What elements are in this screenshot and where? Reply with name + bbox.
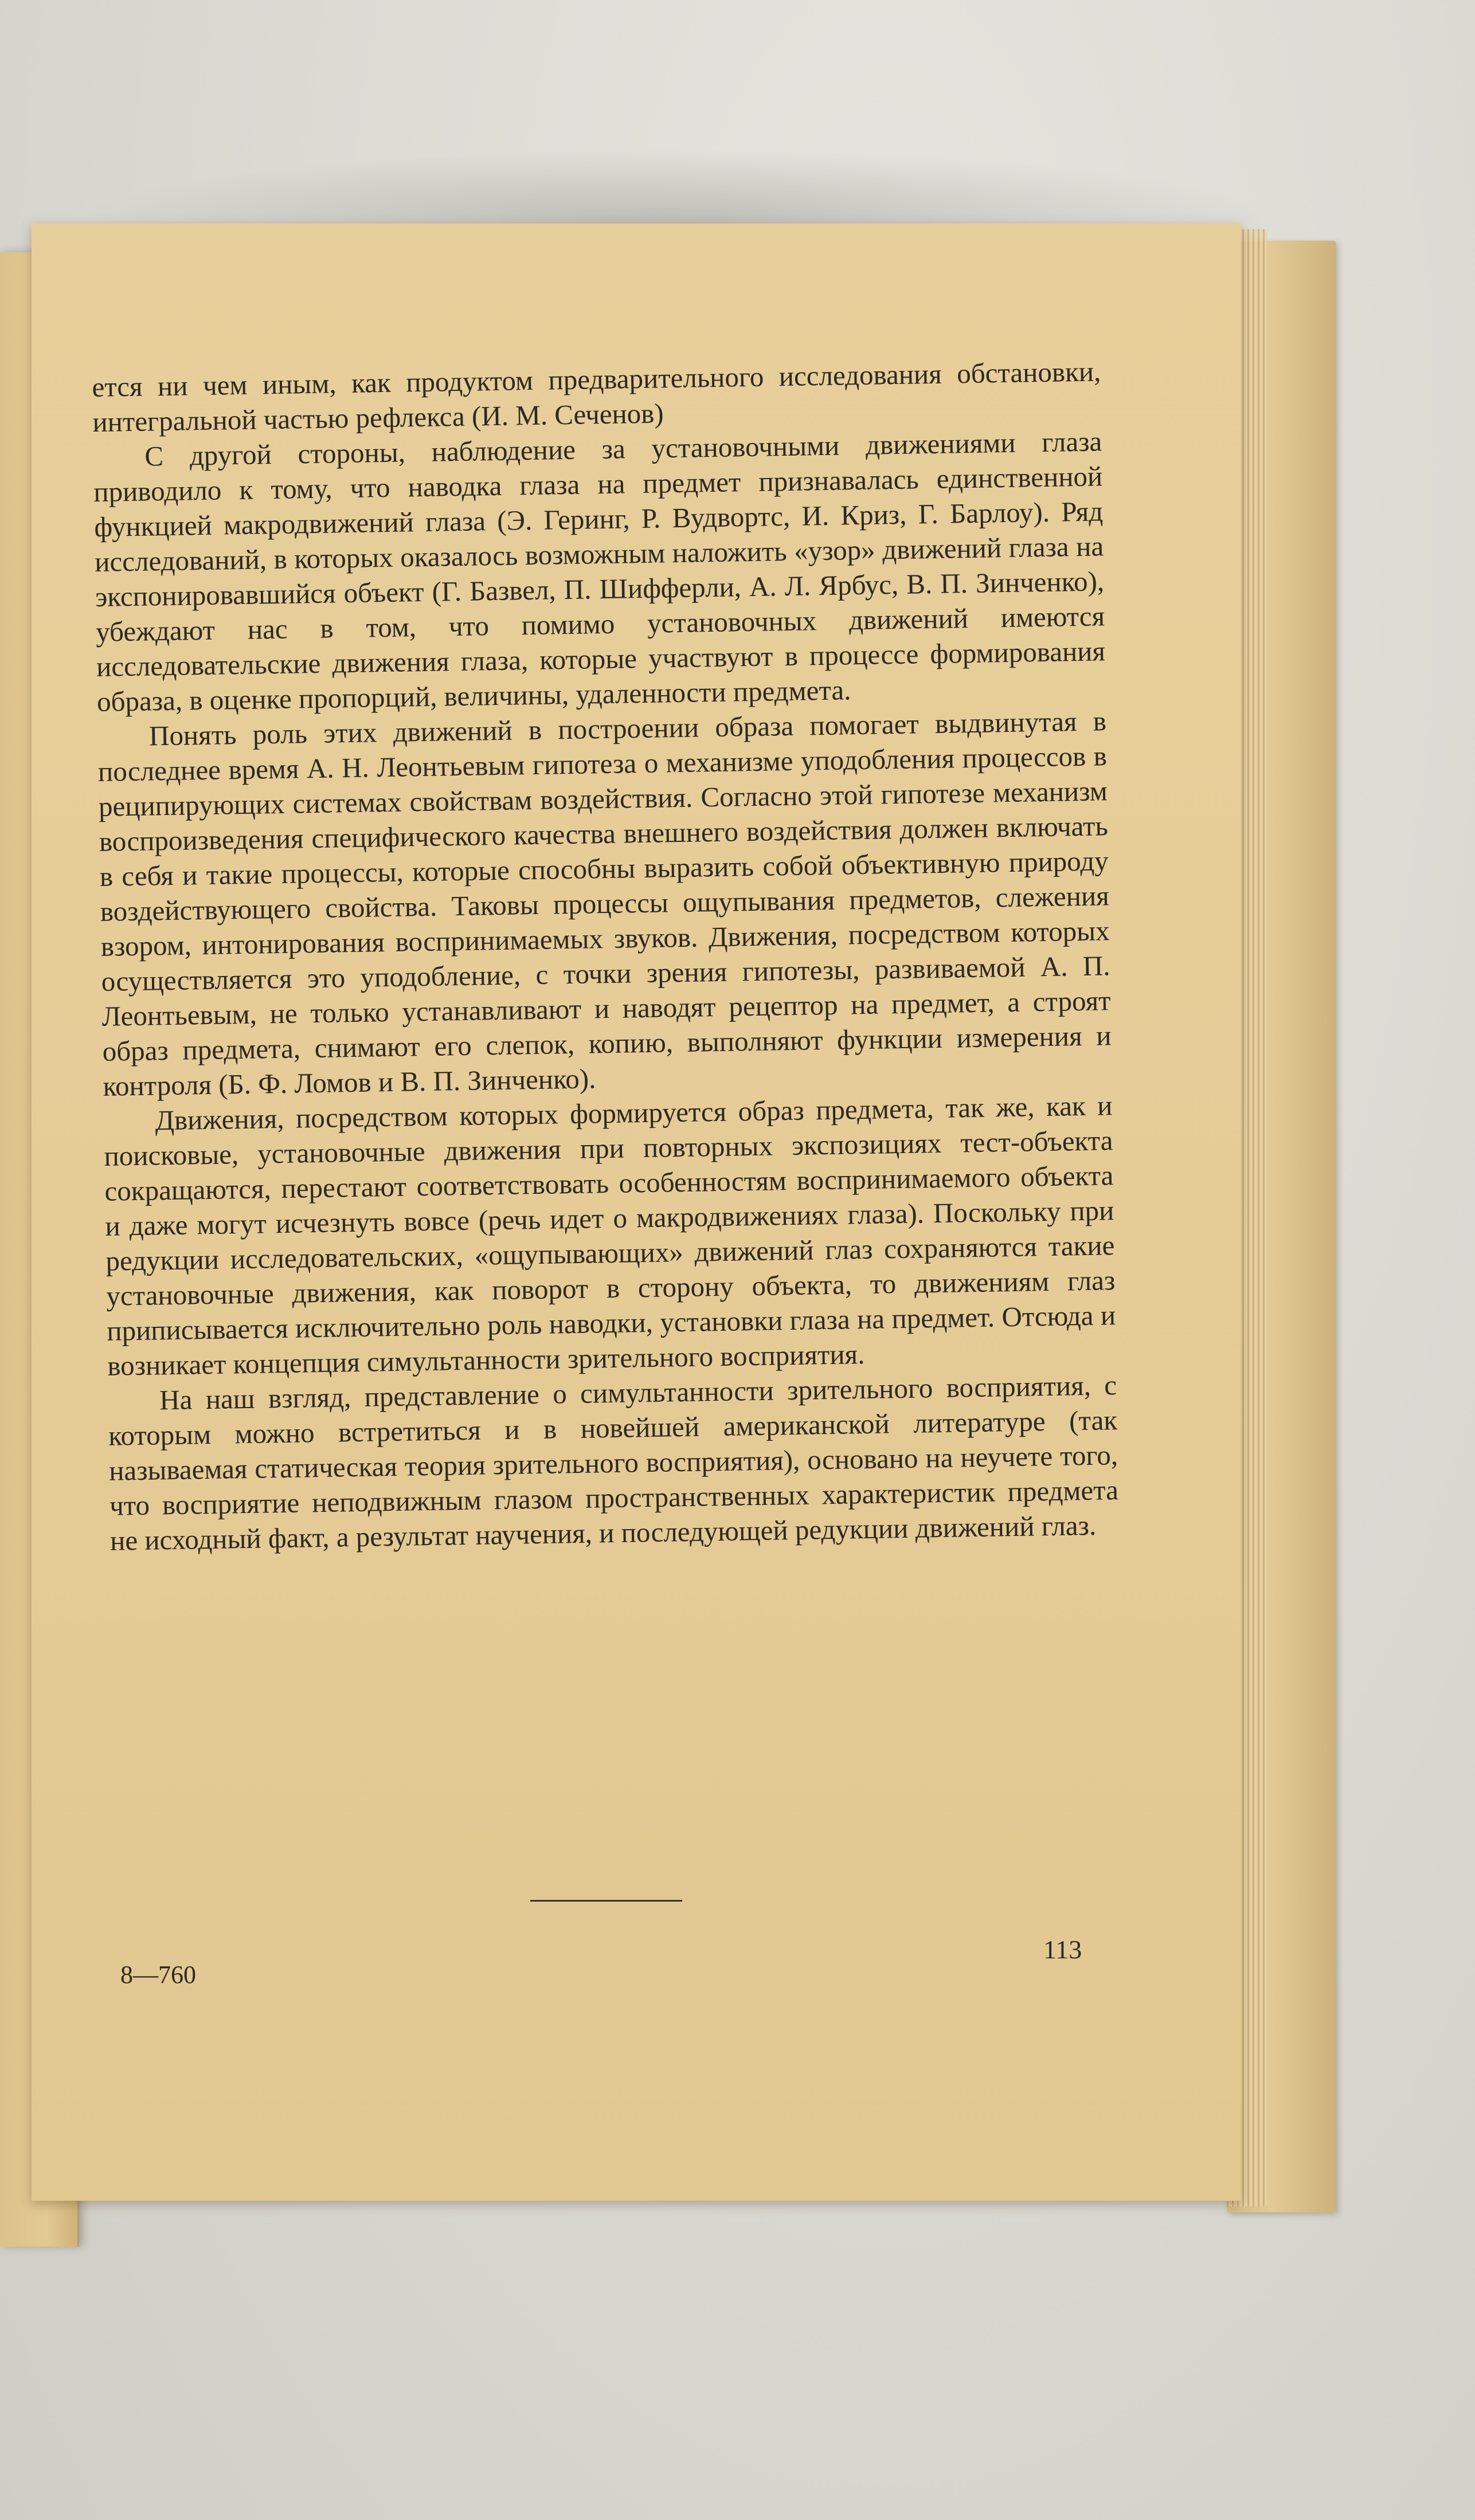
page-number: 113 [1043,1935,1082,1964]
paragraph-5: На наш взгляд, представление о симультанности зрительного восприятия, с которым можно встретиться и в новейшей американской литературе (так называемая статическая теория зрительного восприятия), основано на неучете того, что восприятие неподвижным глазом пространственных характеристик предмета не исходный факт, а результат научения, и последующей редукции движений глаз. [108,1369,1119,1557]
paragraph-4: Движения, посредством которых формируется образ предмета, так же, как и поисковые, установочные движения при повторных экспозициях тест-объекта сокращаются, перестают соответствовать особенностям воспринимаемого объекта и даже могут исчезнуть вовсе (речь идет о макродвижениях глаза). Поскольку при редукции исследовательских, «ощупывающих» движений глаз сохраняются такие установочные движения, как поворот в сторону объекта, то движениям глаз приписывается исключительно роль наводки, установки глаза на предмет. Отсюда и возникает концепция симультанности зрительного восприятия. [104,1089,1116,1382]
paragraph-3: Понять роль этих движений в построении образа помогает выдвинутая в последнее время А. Н. Леонтьевым гипотеза о механизме уподобления процессов в реципирующих системах свойствам воздействия. Согласно этой гипотезе механизм воспроизведения специфического качества внешнего воздействия должен включать в себя и такие процессы, которые способны выразить собой объективную природу воздействующего свойства. Таковы процессы ощупывания предметов, слежения взором, интонирования воспринимаемых звуков. Движения, посредством которых осуществляется это уподобление, с точки зрения гипотезы, развиваемой А. П. Леонтьевым, не только устанавливают и наводят рецептор на предмет, а строят образ предмета, снимают его слепок, копию, выполняют функции измерения и контроля (Б. Ф. Ломов и В. П. Зинченко). [97,705,1112,1102]
section-end-rule [530,1900,682,1902]
printer-signature-mark: 8—760 [120,1961,196,1989]
paragraph-1: ется ни чем иным, как продуктом предварительного исследования обстановки, интегральной частью рефлекса (И. М. Сеченов) [92,355,1101,438]
page-text-block [92,354,1119,1558]
paragraph-2: С другой стороны, наблюдение за установочными движениями глаза приводило к тому, что наводка глаза на предмет признавалась единственной функцией макродвижений глаза (Э. Геринг, Р. Вудвортс, И. Криз, Г. Барлоу). Ряд исследований, в которых оказалось возможным наложить «узор» движений глаза на экспонировавшийся объект (Г. Базвел, П. Шифферли, А. Л. Ярбус, В. П. Зинченко), убеждают нас в том, что помимо установочных движений имеются исследовательские движения глаза, которые участвуют в процессе формирования образа, в оценке пропорций, величины, удаленности предмета. [93,425,1106,718]
